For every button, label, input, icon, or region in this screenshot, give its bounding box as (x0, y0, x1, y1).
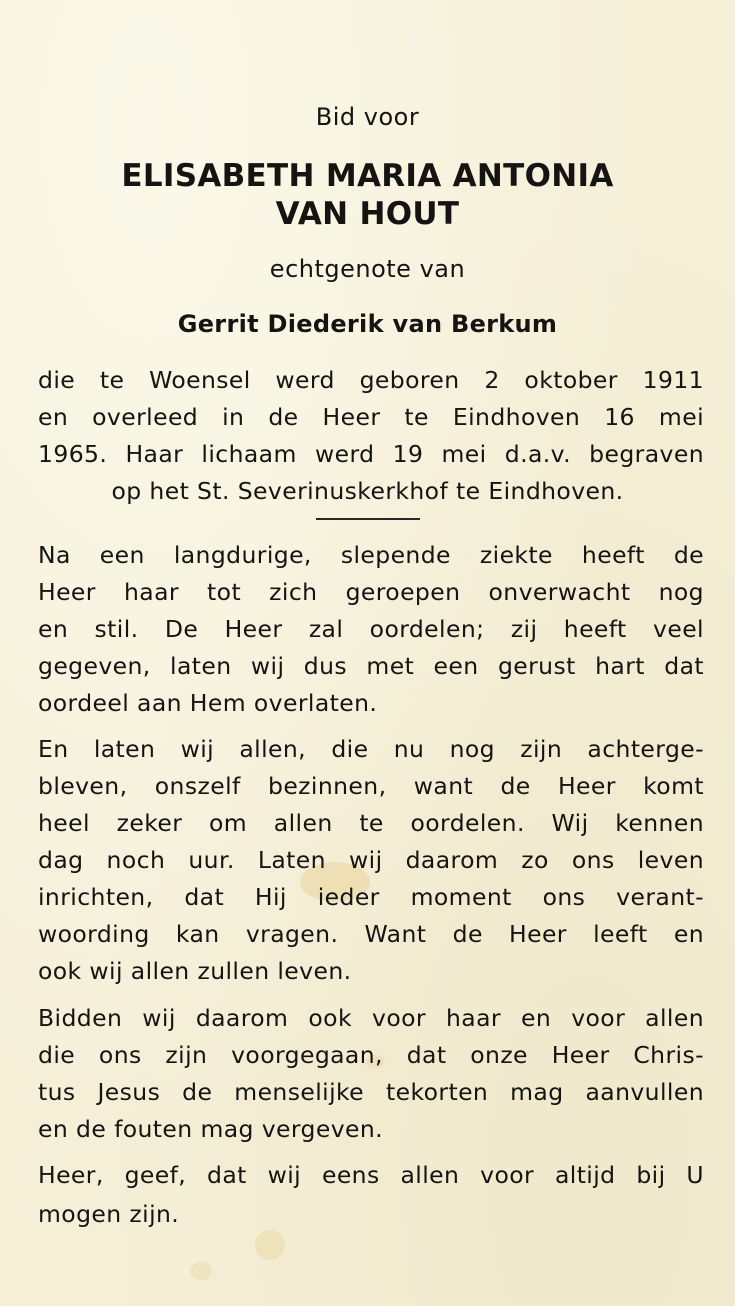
bio-line: 1965. Haar lichaam werd 19 mei d.a.v. begraven (38, 440, 704, 468)
paragraph3-line: en de fouten mag vergeven. (38, 1115, 384, 1143)
bio-line: die te Woensel werd geboren 2 oktober 1911 (38, 366, 704, 394)
paragraph3-line: tus Jesus de menselijke tekorten mag aanvullen (38, 1078, 704, 1106)
paragraph4-line: mogen zijn. (38, 1200, 180, 1228)
paragraph2-line: heel zeker om allen te oordelen. Wij kennen (38, 809, 704, 837)
paragraph1-line: gegeven, laten wij dus met een gerust hart dat (38, 652, 704, 680)
paragraph4-line: Heer, geef, dat wij eens allen voor altijd bij U (38, 1161, 704, 1189)
paragraph2-line: ook wij allen zullen leven. (38, 957, 352, 985)
paper-stain (255, 1230, 285, 1260)
paragraph2-line: En laten wij allen, die nu nog zijn achterge- (38, 735, 704, 763)
spouse-label: echtgenote van (269, 255, 466, 283)
paragraph1-line: Na een langdurige, slepende ziekte heeft de (38, 541, 704, 569)
deceased-name-line2: VAN HOUT (275, 196, 460, 232)
paragraph2-line: inrichten, dat Hij ieder moment ons verant- (38, 883, 704, 911)
card-header: Bid voor (315, 103, 420, 131)
paragraph3-line: Bidden wij daarom ook voor haar en voor allen (38, 1004, 704, 1032)
paragraph1-line: oordeel aan Hem overlaten. (38, 689, 378, 717)
bio-line: op het St. Severinuskerkhof te Eindhoven. (111, 477, 624, 505)
deceased-name-line1: ELISABETH MARIA ANTONIA (121, 158, 614, 194)
paragraph1-line: en stil. De Heer zal oordelen; zij heeft veel (38, 615, 704, 643)
paper-stain (190, 1262, 212, 1280)
paragraph2-line: bleven, onszelf bezinnen, want de Heer komt (38, 772, 704, 800)
bio-line: en overleed in de Heer te Eindhoven 16 mei (38, 403, 704, 431)
spouse-name: Gerrit Diederik van Berkum (177, 310, 558, 338)
paragraph2-line: woording kan vragen. Want de Heer leeft en (38, 920, 704, 948)
paragraph2-line: dag noch uur. Laten wij daarom zo ons leven (38, 846, 704, 874)
section-divider (316, 518, 420, 520)
paragraph1-line: Heer haar tot zich geroepen onverwacht nog (38, 578, 704, 606)
paragraph3-line: die ons zijn voorgegaan, dat onze Heer Chris- (38, 1041, 704, 1069)
